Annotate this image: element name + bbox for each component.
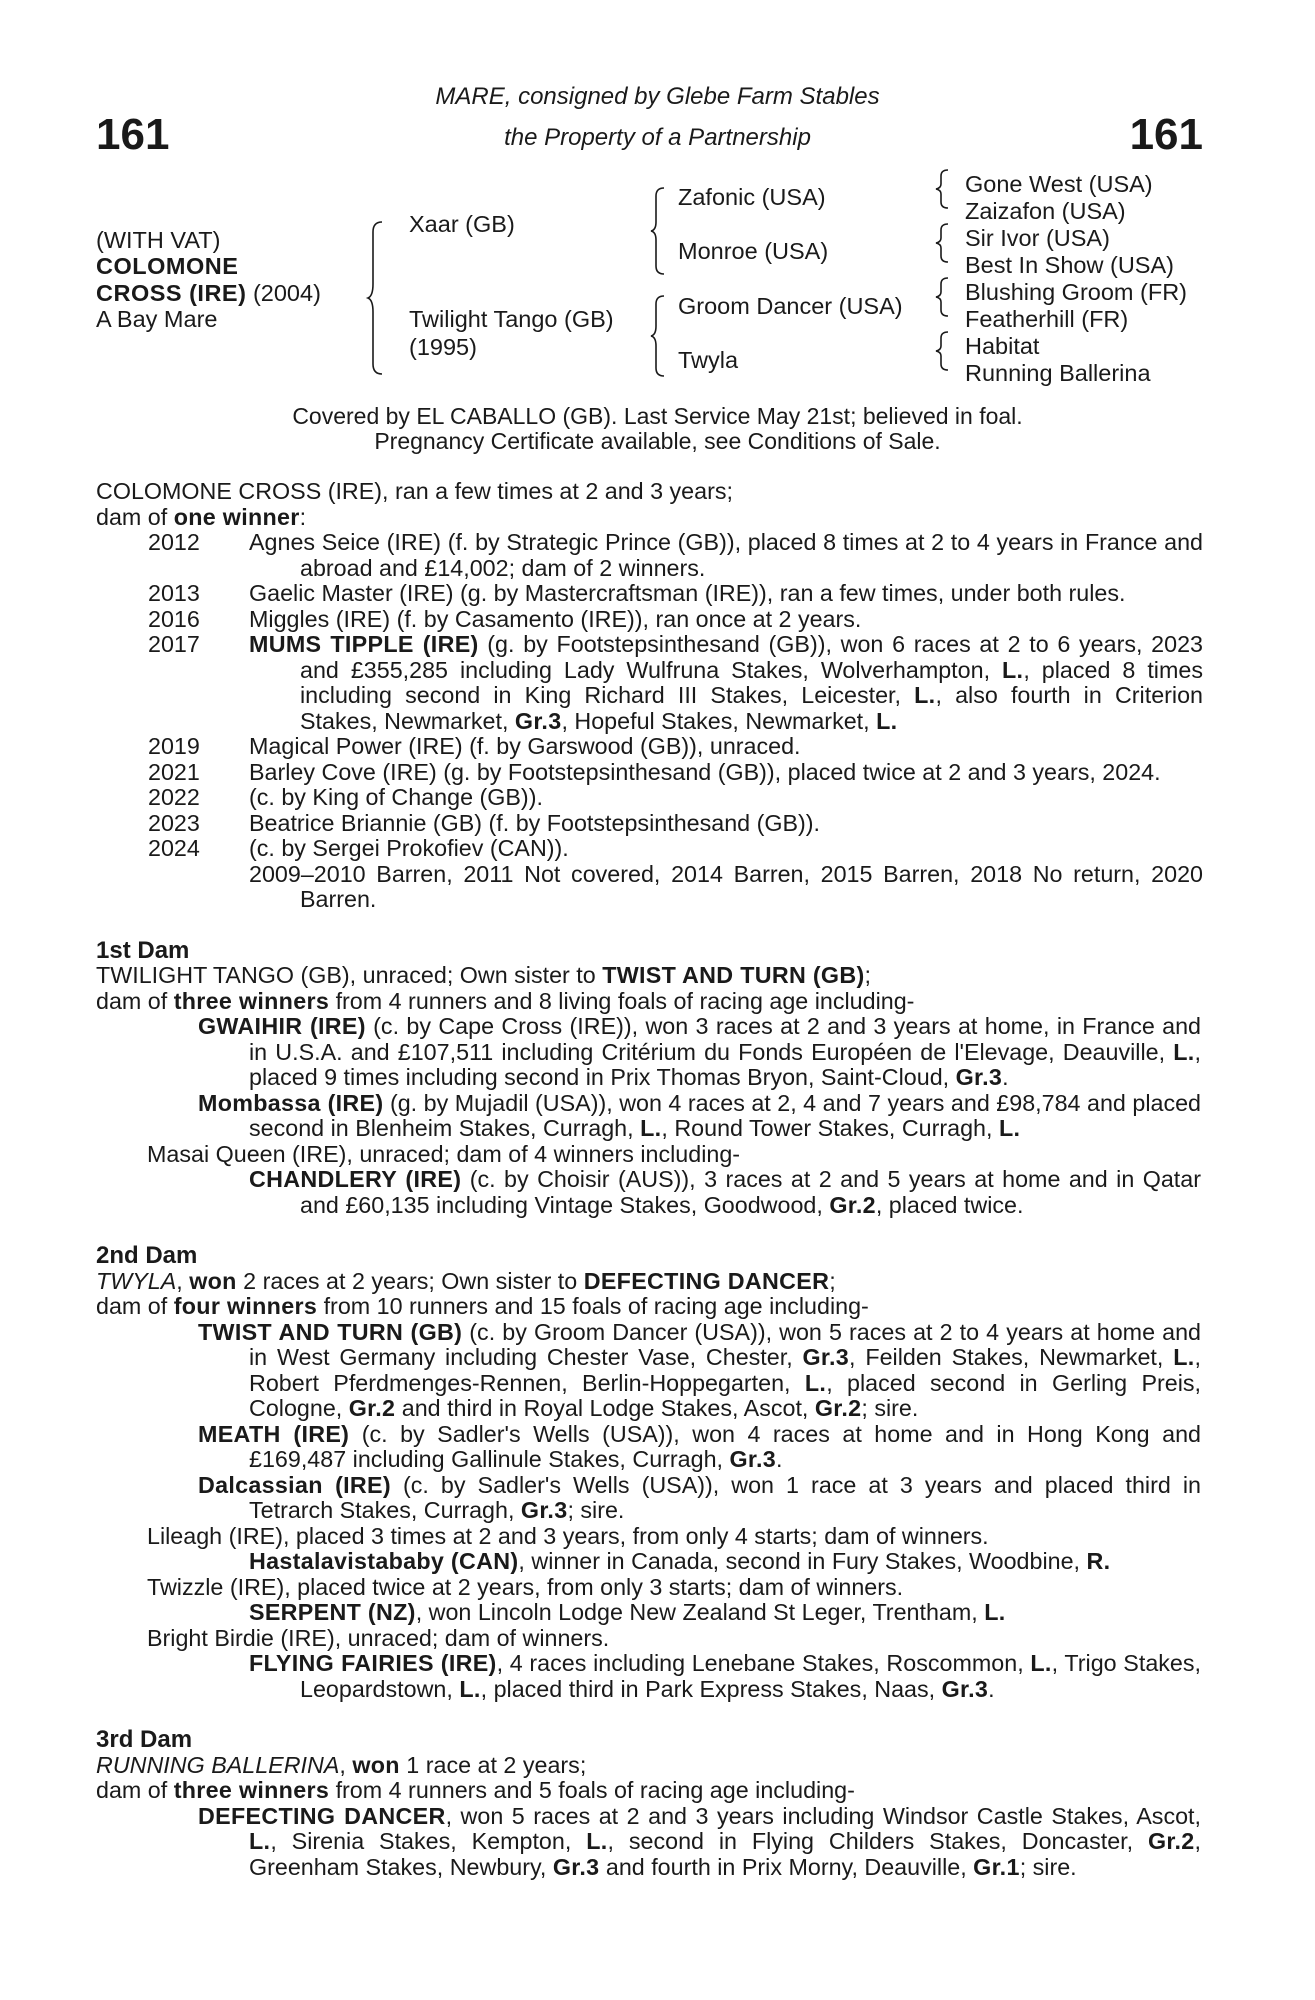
produce-row: 2022 (c. by King of Change (GB)). <box>148 784 543 810</box>
lot-number-left: 161 <box>96 110 170 159</box>
dam2-progeny-lileagh: Lileagh (IRE), placed 3 times at 2 and 3 years, from only 4 starts; dam of winners. <box>147 1522 989 1549</box>
pedigree-bracket-3b <box>936 222 952 264</box>
produce-row: 2016 Miggles (IRE) (f. by Casamento (IRE)), ran once at 2 years. <box>148 605 862 632</box>
gen3-5: Blushing Groom (FR) <box>965 279 1187 305</box>
dam2-dam-of: dam of four winners from 10 runners and 15 foals of racing age including- <box>96 1293 869 1319</box>
dam-name: Twilight Tango (GB) <box>409 306 614 332</box>
dam1-heading: 1st Dam <box>96 936 190 964</box>
pregnancy-line: Pregnancy Certificate available, see Conditions of Sale. <box>374 428 941 454</box>
dam2-heading: 2nd Dam <box>96 1242 198 1269</box>
dam-year: (1995) <box>409 334 477 360</box>
sire-of-dam: Groom Dancer (USA) <box>678 293 903 319</box>
pedigree-bracket-1 <box>368 220 388 376</box>
dam2-grandprogeny-serpent: SERPENT (NZ), won Lincoln Lodge New Zealand St Leger, Trentham, L. <box>249 1599 1006 1625</box>
produce-row: 2013 Gaelic Master (IRE) (g. by Mastercraftsman (IRE)), ran a few times, under both rules. <box>148 580 1126 606</box>
produce-barren-row: 2009–2010 Barren, 2011 Not covered, 2014 Barren, 2015 Barren, 2018 No return, 2020 Barren. <box>249 860 1203 912</box>
horse-year: (2004) <box>246 280 321 306</box>
gen3-2: Zaizafon (USA) <box>965 198 1126 224</box>
horse-description: A Bay Mare <box>96 306 218 332</box>
catalogue-body <box>96 479 1203 1880</box>
property-line: the Property of a Partnership <box>504 124 811 151</box>
consignor-line: MARE, consigned by Glebe Farm Stables <box>435 83 880 110</box>
gen3-3: Sir Ivor (USA) <box>965 225 1110 251</box>
produce-row: 2023 Beatrice Briannie (GB) (f. by Footstepsinthesand (GB)). <box>148 809 821 836</box>
dam-of-dam: Twyla <box>678 347 739 373</box>
pedigree-bracket-2a <box>651 186 671 276</box>
horse-name-line2 <box>96 280 321 307</box>
dam2-progeny-twist-and-turn: TWIST AND TURN (GB) (c. by Groom Dancer (USA)), won 5 races at 2 to 4 years at home and in West Germany including Chester Vase, Chester, Gr.3, Feilden Stakes, Newmarket, L., Robert Pferdmenges-Rennen, Berlin-Hoppegarten, L., placed second in Gerling Preis, Cologne, Gr.2 and third in Royal Lodge Stakes, Ascot, Gr.2; sire. <box>198 1318 1202 1421</box>
dam1-progeny-mombassa: Mombassa (IRE) (g. by Mujadil (USA)), won 4 races at 2, 4 and 7 years and £98,784 and placed second in Blenheim Stakes, Curragh, L., Round Tower Stakes, Curragh, L. <box>198 1089 1202 1141</box>
dam2-intro: TWYLA, won 2 races at 2 years; Own sister to DEFECTING DANCER; <box>96 1267 836 1294</box>
pedigree-bracket-3c <box>936 276 952 318</box>
produce-row: 2017 MUMS TIPPLE (IRE) (g. by Footstepsinthesand (GB)), won 6 races at 2 to 6 years, 2023 and £355,285 including Lady Wulfruna Stakes, Wolverhampton, L., placed 8 times including second in King Richard III Stakes, Leicester, L., also fourth in Criterion Stakes, Newmarket, Gr.3, Hopeful Stakes, Newmarket, L. <box>148 631 1203 734</box>
dam3-progeny-defecting-dancer: DEFECTING DANCER, won 5 races at 2 and 3 years including Windsor Castle Stakes, Ascot, L., Sirenia Stakes, Kempton, L., second in Flying Childers Stakes, Doncaster, Gr.2, Greenham Stakes, Newbury, Gr.3 and fourth in Prix Morny, Deauville, Gr.1; sire. <box>198 1802 1201 1880</box>
produce-row: 2019 Magical Power (IRE) (f. by Garswood (GB)), unraced. <box>148 733 801 759</box>
produce-2017-text: MUMS TIPPLE (IRE) (g. by Footstepsinthesand (GB)), won 6 races at 2 to 6 years, 2023 and £355,285 including Lady Wulfruna Stakes, Wolverhampton, L., placed 8 times including second in King Richard III Stakes, Leicester, L., also fourth in Criterion Stakes, Newmarket, Gr.3, Hopeful Stakes, Newmarket, L. <box>249 631 1203 734</box>
produce-row: 2021 Barley Cove (IRE) (g. by Footstepsinthesand (GB)), placed twice at 2 and 3 years, 2024. <box>148 758 1161 785</box>
dam1-dam-of: dam of three winners from 4 runners and 8 living foals of racing age including- <box>96 987 915 1014</box>
dam2-progeny-meath: MEATH (IRE) (c. by Sadler's Wells (USA)), won 4 races at home and in Hong Kong and £169,487 including Gallinule Stakes, Curragh, Gr.3. <box>198 1420 1201 1472</box>
dam3-dam-of: dam of three winners from 4 runners and 5 foals of racing age including- <box>96 1777 855 1803</box>
gen3-4: Best In Show (USA) <box>965 252 1174 278</box>
dam1-progeny-gwaihir: GWAIHIR (IRE) (c. by Cape Cross (IRE)), won 3 races at 2 and 3 years at home, in France and in U.S.A. and £107,511 including Critérium du Fonds Européen de l'Elevage, Deauville, L., placed 9 times including second in Prix Thomas Bryon, Saint-Cloud, Gr.3. <box>198 1013 1202 1090</box>
sire-of-sire: Zafonic (USA) <box>678 184 826 210</box>
pedigree-bracket-3d <box>936 330 952 372</box>
horse-name-line1: COLOMONE <box>96 253 239 279</box>
gen3-7: Habitat <box>965 333 1040 359</box>
gen3-8: Running Ballerina <box>965 360 1151 386</box>
dam2-progeny-dalcassian: Dalcassian (IRE) (c. by Sadler's Wells (USA)), won 1 race at 3 years and placed third in Tetrarch Stakes, Curragh, Gr.3; sire. <box>198 1471 1201 1523</box>
dam2-grandprogeny-hastalavistababy: Hastalavistababy (CAN), winner in Canada, second in Fury Stakes, Woodbine, R. <box>249 1548 1111 1574</box>
dam2-progeny-bright-birdie: Bright Birdie (IRE), unraced; dam of winners. <box>147 1624 610 1651</box>
dam1-grandprogeny-chandlery: CHANDLERY (IRE) (c. by Choisir (AUS)), 3 races at 2 and 5 years at home and in Qatar and £60,135 including Vintage Stakes, Goodwood, Gr.2, placed twice. <box>249 1166 1201 1218</box>
pedigree-bracket-3a <box>936 168 952 210</box>
pedigree-bracket-2b <box>651 294 671 378</box>
produce-intro-1: COLOMONE CROSS (IRE), ran a few times at 2 and 3 years; <box>96 478 733 504</box>
dam3-intro: RUNNING BALLERINA, won 1 race at 2 years; <box>96 1751 587 1778</box>
lot-number-right: 161 <box>1129 110 1203 159</box>
dam2-progeny-twizzle: Twizzle (IRE), placed twice at 2 years, from only 3 starts; dam of winners. <box>147 1573 904 1600</box>
gen3-1: Gone West (USA) <box>965 171 1153 197</box>
gen3-6: Featherhill (FR) <box>965 306 1129 332</box>
horse-name-line2-text: CROSS (IRE) <box>96 280 247 306</box>
dam2-grandprogeny-flying-fairies: FLYING FAIRIES (IRE), 4 races including Lenebane Stakes, Roscommon, L., Trigo Stakes, Leopardstown, L., placed third in Park Express Stakes, Naas, Gr.3. <box>249 1650 1201 1702</box>
dam3-heading: 3rd Dam <box>96 1726 193 1753</box>
produce-intro-2: dam of one winner: <box>96 503 307 530</box>
produce-row: 2012 Agnes Seice (IRE) (f. by Strategic Prince (GB)), placed 8 times at 2 to 4 years in France and abroad and £14,002; dam of 2 winners. <box>148 529 1203 581</box>
dam-of-sire: Monroe (USA) <box>678 238 829 264</box>
covered-line: Covered by EL CABALLO (GB). Last Service May 21st; believed in foal. <box>292 403 1023 429</box>
dam1-progeny-masai: Masai Queen (IRE), unraced; dam of 4 winners including- <box>147 1140 741 1167</box>
produce-row: 2024 (c. by Sergei Prokofiev (CAN)). <box>148 835 569 861</box>
vat-note: (WITH VAT) <box>96 227 221 253</box>
dam1-intro: TWILIGHT TANGO (GB), unraced; Own sister to TWIST AND TURN (GB); <box>96 962 872 988</box>
sire-name: Xaar (GB) <box>409 211 515 237</box>
